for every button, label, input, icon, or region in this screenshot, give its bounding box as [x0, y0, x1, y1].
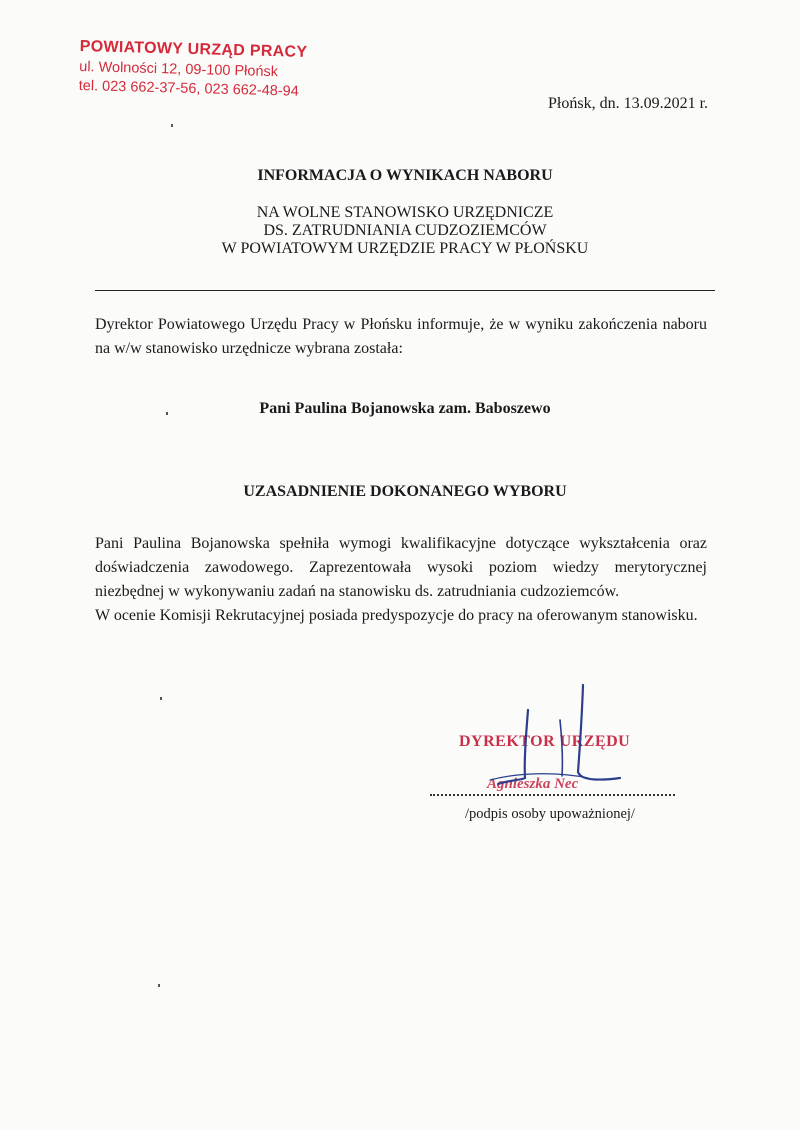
justification-paragraph: W ocenie Komisji Rekrutacyjnej posiada predyspozycje do pracy na oferowanym stanowisku. [95, 607, 698, 624]
scan-speck [166, 412, 168, 415]
scan-speck [160, 697, 162, 700]
stamp-phone: tel. 023 662-37-56, 023 662-48-94 [78, 77, 299, 100]
signature-stamp-name: Agnieszka Nec [487, 776, 579, 792]
intro-paragraph: Dyrektor Powiatowego Urzędu Pracy w Płońsku informuje, że w wyniku zakończenia naboru na w/w stanowisko urzędnicze wybrana została: [95, 316, 707, 357]
document-subtitle [95, 204, 715, 258]
subtitle-line: NA WOLNE STANOWISKO URZĘDNICZE [256, 204, 554, 221]
justification-paragraph: Pani Paulina Bojanowska spełniła wymogi kwalifikacyjne dotyczące wykształcenia oraz doświadczenia zawodowego. Zaprezentowała wysoki poziom wiedzy merytorycznej niezbędnej w wykonywaniu zadań na stanowisku ds. zatrudniania cudzoziemców. [95, 535, 707, 600]
subtitle-line: W POWIATOWYM URZĘDZIE PRACY W PŁOŃSKU [221, 240, 589, 257]
justification-heading: UZASADNIENIE DOKONANEGO WYBORU [243, 483, 567, 500]
horizontal-rule [95, 290, 715, 291]
stamp-office-name: POWIATOWY URZĄD PRACY [79, 38, 308, 61]
signature-caption: /podpis osoby upoważnionej/ [465, 806, 635, 822]
scan-speck [158, 984, 160, 987]
subtitle-line: DS. ZATRUDNIANIA CUDZOZIEMCÓW [263, 222, 547, 239]
selected-person: Pani Paulina Bojanowska zam. Baboszewo [259, 400, 551, 417]
stamp-address: ul. Wolności 12, 09-100 Płońsk [79, 58, 279, 81]
scan-speck [171, 124, 173, 127]
document-title: INFORMACJA O WYNIKACH NABORU [257, 167, 553, 184]
signature-line [430, 794, 675, 796]
justification-text [95, 532, 707, 628]
handwritten-signature [470, 680, 640, 795]
office-stamp [79, 38, 308, 100]
place-date: Płońsk, dn. 13.09.2021 r. [548, 95, 709, 112]
signature-stamp-title: DYREKTOR URZĘDU [459, 733, 631, 750]
